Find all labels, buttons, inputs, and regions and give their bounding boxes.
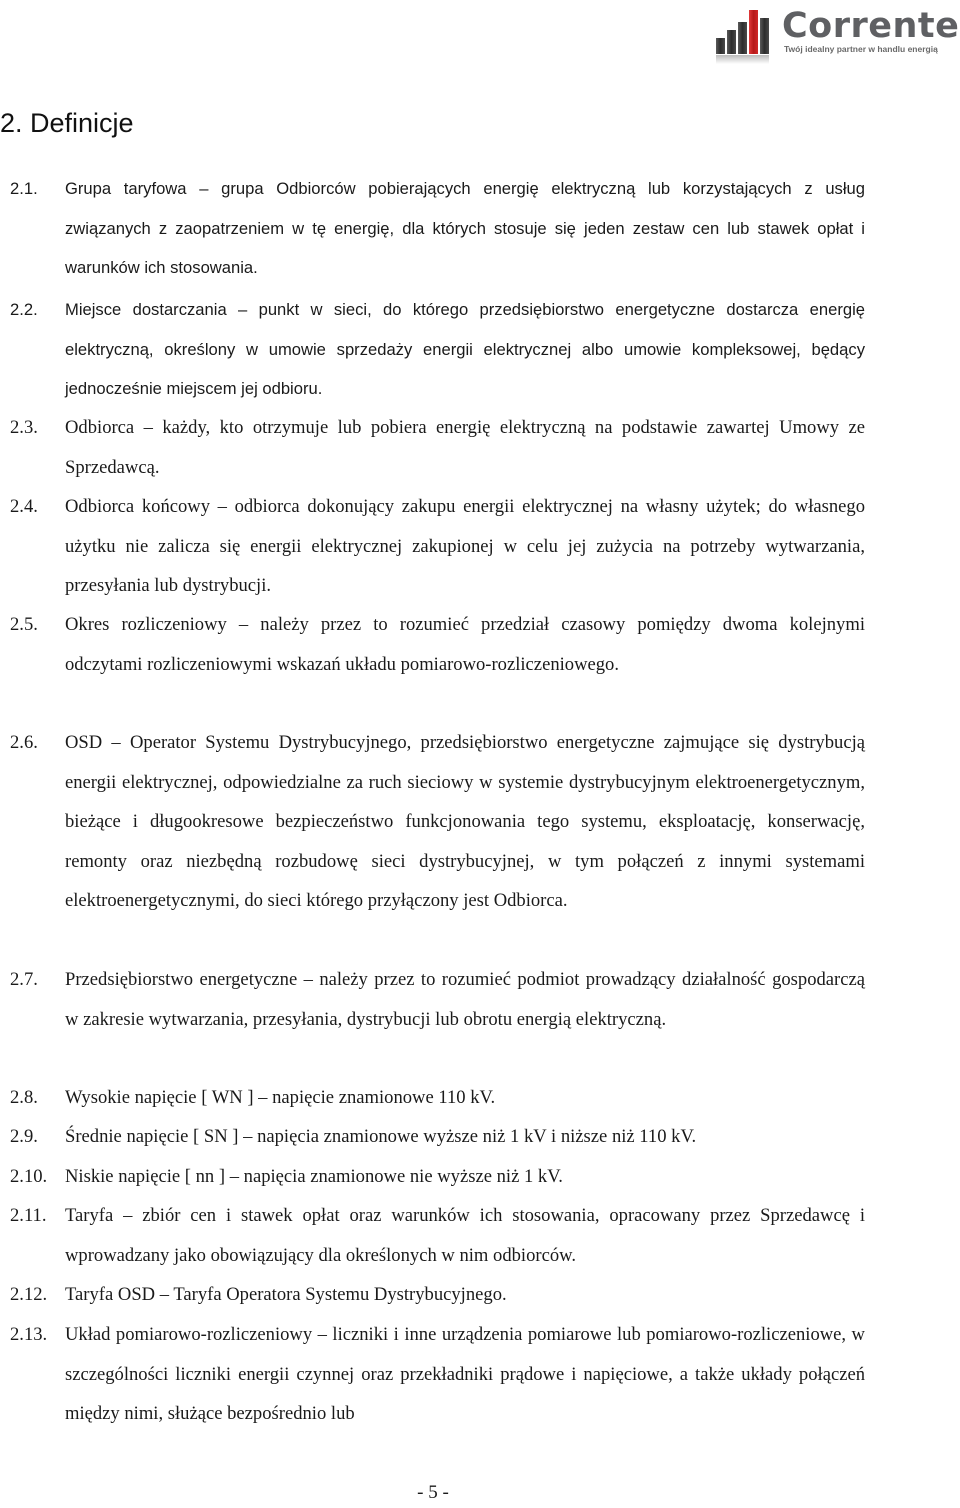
definition-item: [10, 1078, 865, 1118]
logo-bar-1: [716, 38, 725, 54]
bar-chart-logo-icon: [714, 4, 778, 66]
section-title: 2. Definicje: [0, 108, 134, 138]
definition-number: 2.5.: [10, 614, 38, 635]
logo-bar-4: [749, 10, 758, 54]
definition-number: 2.9.: [10, 1126, 38, 1147]
definition-text: Grupa taryfowa – grupa Odbiorców pobierających energię elektryczną lub korzystających z usług związanych z zaopatrzeniem w tę energię, dla których stosuje się jeden zestaw cen lub stawek opłat i warunków ich stosowania.: [65, 179, 865, 277]
definition-item: [10, 1315, 865, 1434]
definition-text: Układ pomiarowo-rozliczeniowy – liczniki i inne urządzenia pomiarowe lub pomiarowo-rozliczeniowe, w szczególności liczniki energii czynnej oraz przekładniki prądowe i napięciowe, a także układy połączeń między nimi, służące bezpośrednio lub: [65, 1324, 865, 1424]
page-number: - 5 -: [417, 1482, 449, 1503]
definition-text: Okres rozliczeniowy – należy przez to rozumieć przedział czasowy pomiędzy dwoma kolejnymi odczytami rozliczeniowymi wskazań układu pomiarowo-rozliczeniowego.: [65, 614, 865, 675]
definition-text: Odbiorca – każdy, kto otrzymuje lub pobiera energię elektryczną na podstawie zawartej Umowy ze Sprzedawcą.: [65, 417, 865, 478]
definition-number: 2.4.: [10, 496, 38, 517]
definition-number: 2.13.: [10, 1324, 48, 1345]
definition-text: OSD – Operator Systemu Dystrybucyjnego, przedsiębiorstwo energetyczne zajmujące się dystrybucją energii elektrycznej, odpowiedzialne za ruch sieciowy w systemie dystrybucyjnym elektroenergetycznym, bieżące i długookresowe bezpieczeństwo funkcjonowania tego systemu, eksploatację, konserwację, remonty oraz niezbędną rozbudowę sieci dystrybucyjnej, w tym połączeń z innymi systemami elektroenergetycznymi, do sieci którego przyłączony jest Odbiorca.: [65, 732, 865, 911]
definition-item: [10, 605, 865, 684]
definition-text: Miejsce dostarczania – punkt w sieci, do którego przedsiębiorstwo energetyczne dostarcza energię elektryczną, określony w umowie sprzedaży energii elektrycznej albo umowie kompleksowej, będący jednocześnie miejscem jej odbioru.: [65, 300, 865, 398]
definition-number: 2.11.: [10, 1205, 47, 1226]
corrente-logo: [714, 4, 960, 68]
definition-item: [10, 169, 865, 288]
logo-bar-3: [738, 22, 747, 54]
definition-item: [10, 960, 865, 1039]
definition-text: Wysokie napięcie [ WN ] – napięcie znamionowe 110 kV.: [65, 1087, 496, 1108]
definition-item: [10, 1157, 865, 1197]
definition-number: 2.2.: [10, 300, 38, 319]
definition-number: 2.6.: [10, 732, 38, 753]
definition-number: 2.1.: [10, 179, 38, 198]
definition-item: [10, 487, 865, 606]
definition-item: [10, 1117, 865, 1157]
definition-text: Niskie napięcie [ nn ] – napięcia znamionowe nie wyższe niż 1 kV.: [65, 1166, 563, 1187]
logo-tagline: Twój idealny partner w handlu energią: [784, 44, 938, 54]
definition-text: Taryfa OSD – Taryfa Operatora Systemu Dystrybucyjnego.: [65, 1284, 507, 1305]
definition-number: 2.3.: [10, 417, 38, 438]
definition-number: 2.10.: [10, 1166, 48, 1187]
definition-text: Średnie napięcie [ SN ] – napięcia znamionowe wyższe niż 1 kV i niższe niż 110 kV.: [65, 1126, 697, 1147]
definition-item: [10, 290, 865, 409]
definition-text: Przedsiębiorstwo energetyczne – należy przez to rozumieć podmiot prowadzący działalność gospodarczą w zakresie wytwarzania, przesyłania, dystrybucji lub obrotu energią elektryczną.: [65, 969, 865, 1030]
logo-reflection: [716, 55, 769, 64]
definition-item: [10, 1196, 865, 1275]
definition-number: 2.7.: [10, 969, 38, 990]
logo-bar-5: [760, 18, 769, 54]
logo-wordmark: Corrente: [782, 6, 960, 46]
definition-text: Odbiorca końcowy – odbiorca dokonujący zakupu energii elektrycznej na własny użytek; do własnego użytku nie zalicza się energii elektrycznej zakupionej w celu jej zużycia na potrzeby wytwarzania, przesyłania lub dystrybucji.: [65, 496, 865, 596]
definition-item: [10, 1275, 865, 1315]
definition-item: [10, 723, 865, 921]
definition-number: 2.12.: [10, 1284, 48, 1305]
definition-number: 2.8.: [10, 1087, 38, 1108]
definition-item: [10, 408, 865, 487]
definition-text: Taryfa – zbiór cen i stawek opłat oraz warunków ich stosowania, opracowany przez Sprzedawcę i wprowadzany jako obowiązujący dla określonych w nim odbiorców.: [65, 1205, 865, 1266]
logo-bar-2: [727, 30, 736, 54]
